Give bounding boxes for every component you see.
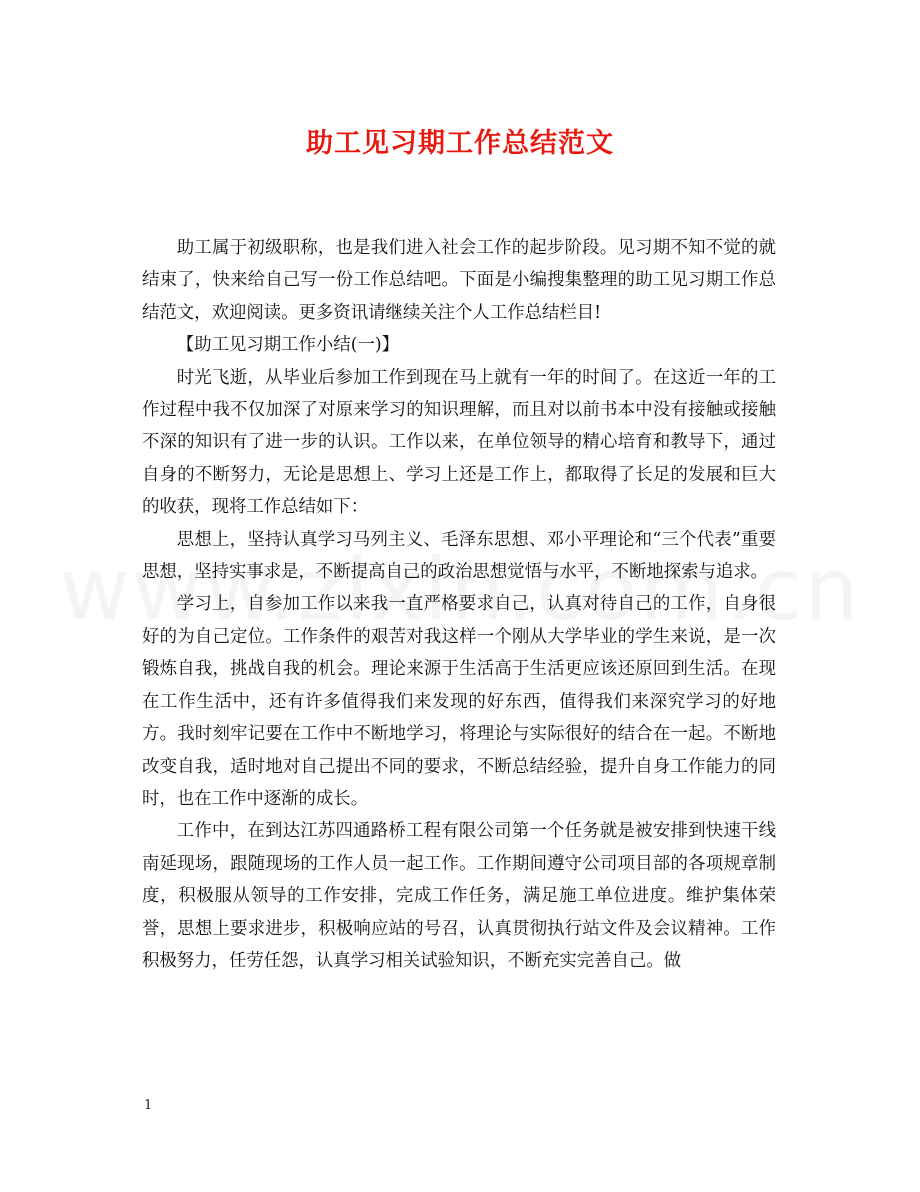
document-title: 助工见习期工作总结范文: [306, 128, 614, 159]
page-number: 1: [144, 1098, 153, 1113]
body-paragraph: 工作中，在到达江苏四通路桥工程有限公司第一个任务就是被安排到快速干线南延现场，跟随现场的工作人员一起工作。工作期间遵守公司项目部的各项规章制度，积极服从领导的工作安排，完成工作任务，满足施工单位进度。维护集体荣誉，思想上要求进步，积极响应站的号召，认真贯彻执行站文件及会议精神。工作积极努力，任劳任怨，认真学习相关试验知识，不断充实完善自己。做: [142, 821, 776, 971]
body-paragraph: 思想上，坚持认真学习马列主义、毛泽东思想、邓小平理论和“三个代表”重要思想，坚持实事求是，不断提高自己的政治思想觉悟与水平，不断地探索与追求。: [142, 529, 776, 583]
section-heading: 【助工见习期工作小结(一)】: [176, 335, 400, 356]
body-paragraph: 学习上，自参加工作以来我一直严格要求自己，认真对待自己的工作，自身很好的为自己定位。工作条件的艰苦对我这样一个刚从大学毕业的学生来说，是一次锻炼自我，挑战自我的机会。理论来源于生活高于生活更应该还原回到生活。在现在工作生活中，还有许多值得我们来发现的好东西，值得我们来深究学习的好地方。我时刻牢记要在工作中不断地学习，将理论与实际很好的结合在一起。不断地改变自我，适时地对自己提出不同的要求，不断总结经验，提升自身工作能力的同时，也在工作中逐渐的成长。: [142, 594, 776, 809]
intro-paragraph: 助工属于初级职称，也是我们进入社会工作的起步阶段。见习期不知不觉的就结束了，快来给自己写一份工作总结吧。下面是小编搜集整理的助工见习期工作总结范文，欢迎阅读。更多资讯请继续关注个人工作总结栏目!: [142, 238, 776, 323]
document-body: [142, 232, 776, 977]
body-paragraph: 时光飞逝，从毕业后参加工作到现在马上就有一年的时间了。在这近一年的工作过程中我不仅加深了对原来学习的知识理解，而且对以前书本中没有接触或接触不深的知识有了进一步的认识。工作以来，在单位领导的精心培育和教导下，通过自身的不断努力，无论是思想上、学习上还是工作上，都取得了长足的发展和巨大的收获，现将工作总结如下：: [142, 367, 776, 518]
